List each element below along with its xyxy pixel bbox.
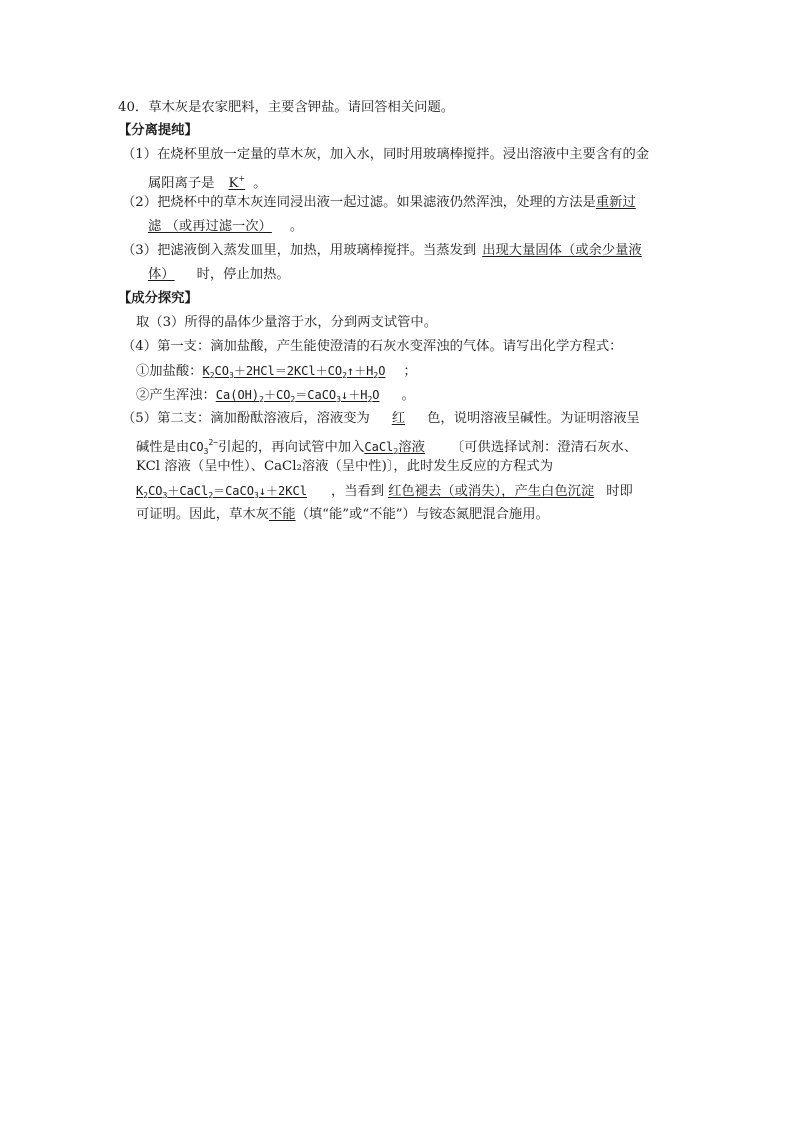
q5-answer-can: 不能 [268, 507, 296, 522]
q5-answer-color: 红 [391, 411, 406, 426]
q4-equation-2: ②产生浑浊：$Ca(OH)_2+CO_2=CaCO_3↓+H_2O$ 。 [136, 388, 415, 404]
q3b-line: 取（3）所得的晶体少量溶于水，分到两支试管中。 [136, 315, 437, 330]
q2-answer-a: 重新过 [595, 195, 636, 210]
section-title-separation: 【分离提纯】 [118, 123, 198, 138]
q1-text-b: 属阳离子是 [148, 176, 215, 191]
q5-answer-equation: $K_2CO_3+CaCl_2=CaCO_3↓+2KCl$ [136, 484, 307, 500]
question-number: 40． [118, 100, 149, 115]
q4-answer-1: $K_2CO_3+2HCl=2KCl+CO_2↑+H_2O$ [202, 364, 386, 380]
q5-answer-reagent: CaCl$_2$溶液 [364, 440, 425, 456]
q5-line-b: 碱性是由$CO_3^{2-}$引起的，再向试管中加入CaCl$_2$溶液 〔可供选择试剂：澄清石灰水、 [136, 438, 638, 456]
q3-line-a: （3）把滤液倒入蒸发皿里，加热，用玻璃棒搅拌。当蒸发到 出现大量固体（或余少量液 [122, 243, 642, 258]
q1-text: 在烧杯里放一定量的草木灰，加入水，同时用玻璃棒搅拌。浸出溶液中主要含有的金 [157, 147, 650, 162]
q5-label: （5） [122, 411, 158, 426]
q3-answer-b: 体） [148, 267, 175, 282]
question-text: 草木灰是农家肥料，主要含钾盐。请回答相关问题。 [148, 100, 455, 115]
q4-equation-1: ①加盐酸：$K_2CO_3+2HCl=2KCl+CO_2↑+H_2O$ ； [136, 364, 417, 380]
q3-line-b: 体） 时，停止加热。 [148, 267, 290, 282]
q5-line-a: （5）第二支：滴加酚酞溶液后，溶液变为 红 色，说明溶液呈碱性。为证明溶液呈 [122, 411, 640, 426]
q1-answer: K+ [228, 174, 246, 191]
q5-line-e: 可证明。因此，草木灰不能（填“能”或“不能”）与铵态氮肥混合施用。 [136, 507, 549, 522]
q2-line-b: 滤 （或再过滤一次） 。 [148, 219, 304, 234]
q2-label: （2） [122, 195, 158, 210]
q3-label: （3） [122, 243, 158, 258]
q5-line-d: $K_2CO_3+CaCl_2=CaCO_3↓+2KCl$ ，当看到 红色褪去（或消失），产生白色沉淀 时即 [136, 484, 633, 500]
q5-line-c: KCl 溶液（呈中性）、CaCl₂溶液（呈中性)〕，此时发生反应的方程式为 [136, 459, 553, 474]
q4-label: （4） [122, 339, 158, 354]
q1-line-b: 属阳离子是 K+ 。 [148, 174, 267, 191]
question-intro [118, 99, 454, 117]
q4-answer-2: $Ca(OH)_2+CO_2=CaCO_3↓+H_2O$ [215, 388, 380, 404]
q5-answer-observation: 红色褪去（或消失），产生白色沉淀 [388, 484, 595, 499]
q1-line-a [122, 146, 649, 164]
q4-line: （4）第一支：滴加盐酸，产生能使澄清的石灰水变浑浊的气体。请写出化学方程式： [122, 339, 623, 354]
q1-label: （1） [122, 147, 158, 162]
section-title-composition: 【成分探究】 [118, 291, 198, 306]
q2-answer-b: 滤 （或再过滤一次） [148, 219, 272, 234]
carbonate-ion: $CO_3^{2-}$ [189, 438, 219, 456]
q2-line-a: （2）把烧杯中的草木灰连同浸出液一起过滤。如果滤液仍然浑浊，处理的方法是重新过 [122, 195, 636, 210]
q3-answer-a: 出现大量固体（或余少量液 [482, 243, 642, 258]
